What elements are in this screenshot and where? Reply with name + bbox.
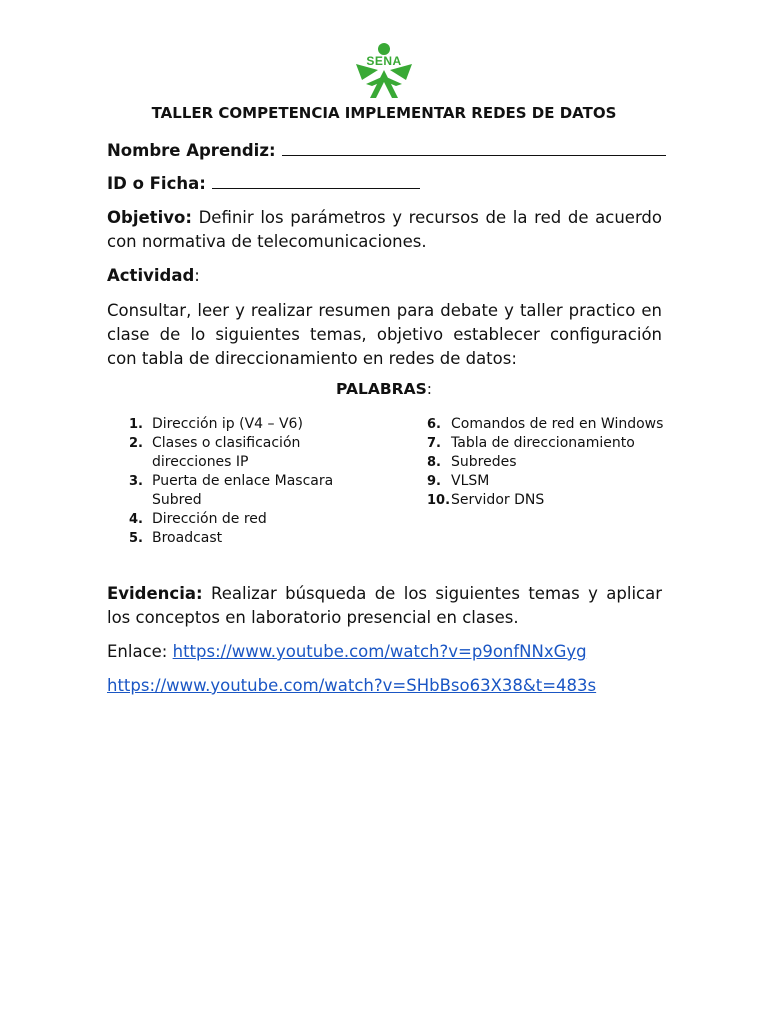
list-item [405,415,665,434]
id-label: ID o Ficha: [107,174,206,193]
list-item [107,415,367,434]
list-item [107,434,367,472]
sena-logo-text: SENA [366,54,402,68]
list-item-number: 6. [427,417,441,432]
actividad-paragraph: Consultar, leer y realizar resumen para debate y taller practico en clase de lo siguientes temas, objetivo establecer configuración con tabla de direccionamiento en redes de datos: [107,301,662,368]
list-item-text: Comandos de red en Windows [451,416,664,432]
list-item-number: 7. [427,436,441,451]
id-field [107,172,420,196]
list-item [107,529,367,548]
palabras-heading [0,380,768,398]
list-item [405,453,665,472]
list-item-number: 1. [129,417,143,432]
objetivo-label: Objetivo: [107,208,192,227]
list-item-number: 4. [129,512,143,527]
nombre-label: Nombre Aprendiz: [107,141,276,160]
list-item-number: 2. [129,436,143,451]
list-item [107,472,367,510]
list-item-text: Dirección ip (V4 – V6) [152,416,303,432]
list-item-text: Clases o clasificación direcciones IP [152,435,301,470]
page-title: TALLER COMPETENCIA IMPLEMENTAR REDES DE DATOS [151,104,617,122]
list-item-text: VLSM [451,473,490,489]
list-item-text: Tabla de direccionamiento [451,435,635,451]
enlace-label: Enlace: [107,642,168,661]
nombre-blank-line [282,141,666,156]
palabras-list-left [107,415,367,548]
nombre-field [107,139,666,163]
actividad-colon: : [194,266,200,285]
youtube-link-1[interactable]: https://www.youtube.com/watch?v=p9onfNNxGyg [172,642,587,661]
list-item-text: Servidor DNS [451,492,545,508]
enlace-line-2 [107,674,596,698]
evidencia-label: Evidencia: [107,584,203,603]
evidencia-text: Realizar búsqueda de los siguientes temas y aplicar los conceptos en laboratorio presencial en clases. [107,584,662,627]
objetivo-paragraph [107,206,662,254]
list-item-number: 3. [129,474,143,489]
objetivo-text: Definir los parámetros y recursos de la red de acuerdo con normativa de telecomunicaciones. [107,208,663,251]
list-item-number: 10. [427,493,451,508]
list-item-number: 9. [427,474,441,489]
list-item [405,472,665,491]
actividad-label: Actividad [107,266,195,285]
palabras-list-right [405,415,665,510]
list-item-text: Puerta de enlace Mascara Subred [152,473,334,508]
actividad-heading [107,264,200,288]
id-blank-line [212,174,420,189]
list-item-text: Broadcast [152,530,223,546]
palabras-colon: : [426,380,432,398]
palabras-label: PALABRAS [336,380,427,398]
list-item-text: Subredes [451,454,517,470]
youtube-link-2[interactable]: https://www.youtube.com/watch?v=SHbBso63X38&t=483s [107,676,597,695]
list-item-text: Dirección de red [152,511,267,527]
sena-logo-icon [352,40,416,102]
list-item-number: 8. [427,455,441,470]
list-item [405,434,665,453]
enlace-line [107,640,587,664]
list-item [405,491,665,510]
list-item [107,510,367,529]
sena-logo [352,40,416,102]
evidencia-paragraph [107,582,662,630]
list-item-number: 5. [129,531,143,546]
